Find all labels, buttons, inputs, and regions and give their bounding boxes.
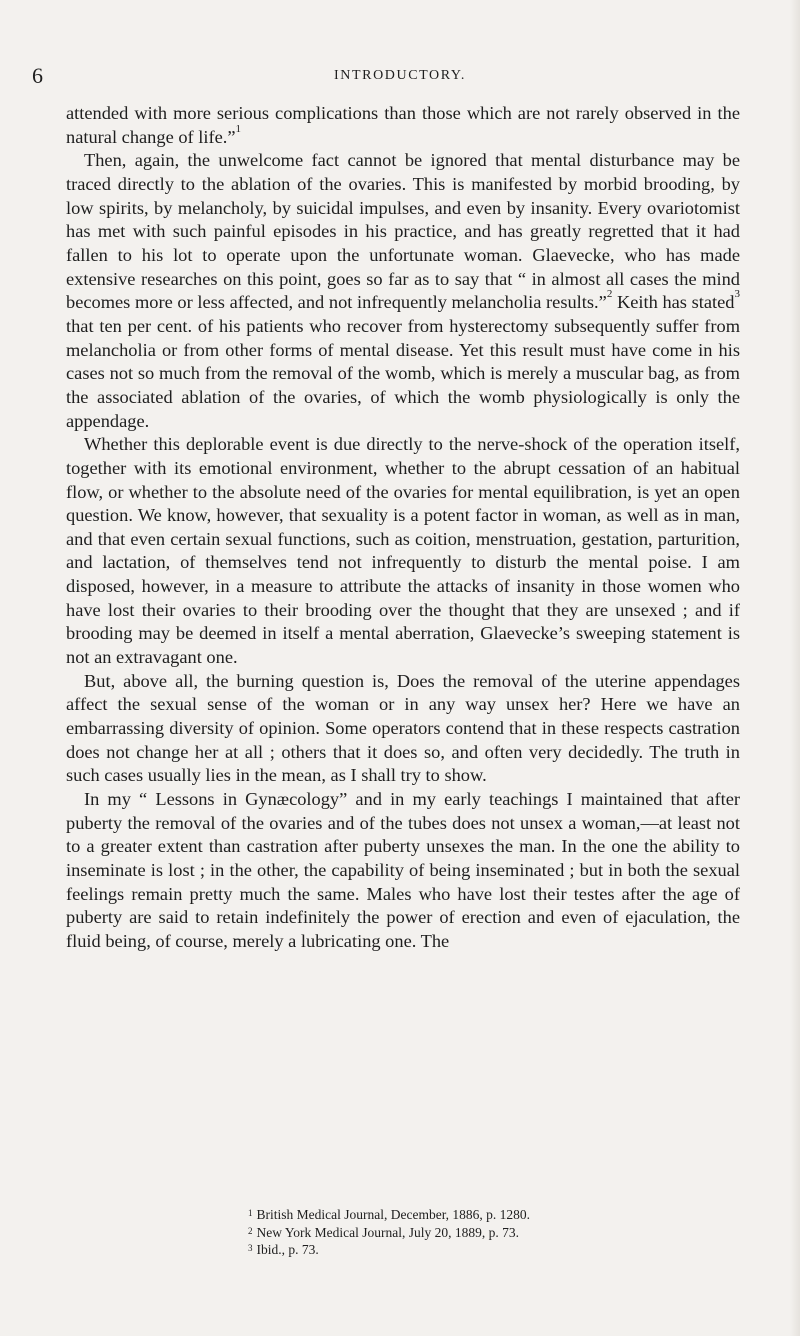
paragraph-2-text-b: Keith has stated (612, 292, 735, 313)
paragraph-4 (66, 670, 740, 788)
footnotes (0, 1206, 800, 1259)
page-header (0, 64, 800, 88)
paragraph-5-text: In my “ Lessons in Gynæcology” and in my early teachings I maintained that after puberty the removal of the ovaries and of the tubes does not unsex a woman,—at least not to a greater extent than castration after puberty unsexes the man. In the one the ability to inseminate is lost ; in the other, the capability of being inseminated ; but in both the sexual feelings remain pretty much the same. Males who have lost their testes after the age of puberty are said to retain indefinitely the power of erection and even of ejaculation, the fluid being, of course, merely a lubricating one. The (66, 789, 740, 951)
page-edge-shadow (790, 0, 800, 1336)
paragraph-2-text-c: that ten per cent. of his patients who recover from hysterectomy subsequently suffer from melancholia or from other forms of mental disease. Yet this result must have come in his cases not so much from the removal of the womb, which is merely a muscular bag, as from the associated ablation of the ovaries, of which the womb physiologically is only the appendage. (66, 315, 740, 431)
body-text (66, 102, 740, 954)
paragraph-1-text: attended with more serious complications than those which are not rarely observed in the natural change of life.” (66, 103, 740, 147)
footnote-ref-1: 1 (235, 122, 242, 135)
footnote-mark: 3 (248, 1243, 253, 1253)
footnote-2 (0, 1224, 800, 1242)
paragraph-5 (66, 788, 740, 954)
running-head: INTRODUCTORY. (334, 68, 466, 83)
page-number: 6 (32, 63, 44, 88)
paragraph-3-text: Whether this deplorable event is due directly to the nerve-shock of the operation itself, together with its emotional environment, whether to the abrupt cessation of an habitual flow, or whether to the absolute need of the ovaries for mental equilibration, is yet an open question. We know, however, that sexuality is a potent factor in woman, as well as in man, and that even certain sexual functions, such as coition, menstruation, gestation, parturition, and lactation, of themselves tend not infrequently to disturb the mental poise. I am disposed, however, in a measure to attribute the attacks of insanity in those women who have lost their ovaries to their brooding over the thought that they are unsexed ; and if brooding may be deemed in itself a mental aberration, Glaevecke’s sweeping statement is not an extravagant one. (66, 434, 740, 668)
footnote-1 (0, 1206, 800, 1224)
footnote-mark: 2 (248, 1225, 253, 1236)
paragraph-2 (66, 149, 740, 433)
footnote-3 (0, 1241, 800, 1259)
footnote-ref-3: 3 (734, 288, 740, 301)
paragraph-2-text-a: Then, again, the unwelcome fact cannot be ignored that mental disturbance may be traced directly to the ablation of the ovaries. This is manifested by morbid brooding, by low spirits, by melancholy, by suicidal impulses, and even by insanity. Every ovariotomist has met with such painful episodes in his practice, and has greatly regretted that it had fallen to his lot to operate upon the unfortunate woman. Glaevecke, who has made extensive researches on this point, goes so far as to say that “ in almost all cases the mind becomes more or less affected, and not infrequently melancholia results.” (66, 150, 740, 313)
footnote-text: New York Medical Journal, July 20, 1889, p. 73. (256, 1224, 519, 1240)
footnote-text: Ibid., p. 73. (256, 1242, 319, 1257)
paragraph-1 (66, 102, 740, 149)
footnote-text: British Medical Journal, December, 1886, p. 1280. (256, 1207, 531, 1222)
paragraph-4-text: But, above all, the burning question is, Does the removal of the uterine appendages affect the sexual sense of the woman or in any way unsex her? Here we have an embarrassing diversity of opinion. Some operators contend that in these respects castration does not change her at all ; others that it does so, and often very decidedly. The truth in such cases usually lies in the mean, as I shall try to show. (66, 670, 740, 786)
footnote-mark: 1 (248, 1208, 253, 1218)
paragraph-3 (66, 433, 740, 670)
footnote-ref-2: 2 (606, 288, 613, 301)
